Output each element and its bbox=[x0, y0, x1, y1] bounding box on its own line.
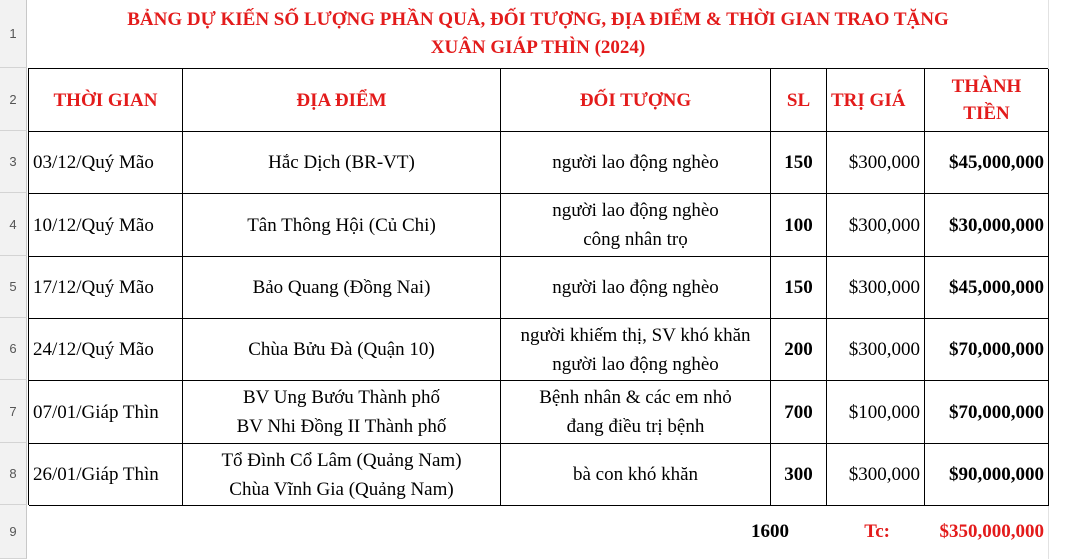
row-header[interactable]: 3 bbox=[0, 131, 27, 193]
row-header[interactable]: 9 bbox=[0, 505, 27, 559]
cell-place-line-1: Bảo Quang (Đồng Nai) bbox=[252, 277, 431, 298]
header-value[interactable]: TRỊ GIÁ bbox=[827, 69, 925, 132]
header-place[interactable]: ĐỊA ĐIỂM bbox=[183, 69, 501, 132]
cell-target-line-1: bà con khó khăn bbox=[572, 464, 699, 485]
header-total-line-1: THÀNH bbox=[951, 76, 1022, 97]
cell-target[interactable] bbox=[501, 319, 771, 381]
cell-total[interactable]: $70,000,000 bbox=[925, 381, 1049, 444]
cell-target-line-1: người lao động nghèo bbox=[552, 200, 719, 221]
cell-target[interactable] bbox=[501, 257, 771, 319]
cell-total[interactable]: $45,000,000 bbox=[925, 132, 1049, 194]
cell-value[interactable]: $300,000 bbox=[827, 319, 925, 381]
cell-target[interactable] bbox=[501, 381, 771, 444]
title-line-2: XUÂN GIÁP THÌN (2024) bbox=[430, 37, 646, 58]
cell-qty[interactable]: 200 bbox=[771, 319, 827, 381]
cell-qty[interactable]: 150 bbox=[771, 257, 827, 319]
cell-place[interactable] bbox=[183, 194, 501, 257]
cell-total[interactable]: $70,000,000 bbox=[925, 319, 1049, 381]
cell-time[interactable]: 07/01/Giáp Thìn bbox=[29, 381, 183, 444]
cell-target-line-1: người lao động nghèo bbox=[552, 277, 719, 298]
row-header[interactable]: 2 bbox=[0, 68, 27, 131]
cell-total[interactable]: $90,000,000 bbox=[925, 444, 1049, 506]
cell-target-line-2: đang điều trị bệnh bbox=[566, 416, 705, 437]
cell-target[interactable] bbox=[501, 194, 771, 257]
cell-place[interactable] bbox=[183, 319, 501, 381]
cell-time[interactable]: 17/12/Quý Mão bbox=[29, 257, 183, 319]
cell-place[interactable] bbox=[183, 257, 501, 319]
footer-qty-total[interactable]: 1600 bbox=[751, 521, 789, 542]
cell-value[interactable]: $300,000 bbox=[827, 132, 925, 194]
cell-target[interactable] bbox=[501, 444, 771, 506]
cell-place-line-1: Hắc Dịch (BR-VT) bbox=[268, 152, 415, 173]
header-total-line-2: TIỀN bbox=[963, 103, 1010, 124]
cell-value[interactable]: $300,000 bbox=[827, 444, 925, 506]
cell-value[interactable]: $300,000 bbox=[827, 257, 925, 319]
cell-place-line-1: Tân Thông Hội (Củ Chi) bbox=[247, 214, 436, 236]
page-title bbox=[28, 0, 1048, 68]
cell-qty[interactable]: 150 bbox=[771, 132, 827, 194]
gift-table bbox=[28, 68, 1048, 505]
footer-label[interactable]: Tc: bbox=[864, 521, 890, 542]
header-target[interactable]: ĐỐI TƯỢNG bbox=[501, 69, 771, 132]
cell-qty[interactable]: 300 bbox=[771, 444, 827, 506]
cell-place-line-2: Chùa Vĩnh Gia (Quảng Nam) bbox=[229, 478, 454, 500]
header-time[interactable]: THỜI GIAN bbox=[29, 69, 183, 132]
row-header[interactable]: 6 bbox=[0, 318, 27, 380]
cell-qty[interactable]: 100 bbox=[771, 194, 827, 257]
row-header[interactable]: 5 bbox=[0, 256, 27, 318]
cell-qty[interactable]: 700 bbox=[771, 381, 827, 444]
cell-place-line-1: Tổ Đình Cổ Lâm (Quảng Nam) bbox=[221, 449, 462, 471]
cell-value[interactable]: $300,000 bbox=[827, 194, 925, 257]
cell-target-line-1: Bệnh nhân & các em nhỏ bbox=[539, 387, 732, 408]
cell-target-line-1: người khiếm thị, SV khó khăn bbox=[520, 324, 751, 346]
row-header[interactable]: 7 bbox=[0, 380, 27, 443]
cell-place-line-2: BV Nhi Đồng II Thành phố bbox=[236, 416, 447, 437]
header-qty[interactable]: SL bbox=[771, 69, 827, 132]
cell-target[interactable] bbox=[501, 132, 771, 194]
cell-value[interactable]: $100,000 bbox=[827, 381, 925, 444]
cell-target-line-2: công nhân trọ bbox=[583, 229, 688, 250]
header-total[interactable] bbox=[925, 69, 1049, 132]
cell-target-line-1: người lao động nghèo bbox=[552, 152, 719, 173]
row-header[interactable]: 1 bbox=[0, 0, 27, 68]
cell-place[interactable] bbox=[183, 381, 501, 444]
cell-target-line-2: người lao động nghèo bbox=[552, 353, 719, 375]
cell-total[interactable]: $45,000,000 bbox=[925, 257, 1049, 319]
footer-grand-total[interactable]: $350,000,000 bbox=[939, 521, 1044, 542]
cell-time[interactable]: 26/01/Giáp Thìn bbox=[29, 444, 183, 506]
cell-total[interactable]: $30,000,000 bbox=[925, 194, 1049, 257]
cell-time[interactable]: 03/12/Quý Mão bbox=[29, 132, 183, 194]
cell-place[interactable] bbox=[183, 132, 501, 194]
cell-place[interactable] bbox=[183, 444, 501, 506]
cell-time[interactable]: 10/12/Quý Mão bbox=[29, 194, 183, 257]
title-line-1: BẢNG DỰ KIẾN SỐ LƯỢNG PHẦN QUÀ, ĐỐI TƯỢNG, ĐỊA ĐIỂM & THỜI GIAN TRAO TẶNG bbox=[127, 9, 949, 30]
cell-time[interactable]: 24/12/Quý Mão bbox=[29, 319, 183, 381]
cell-place-line-1: BV Ung Bướu Thành phố bbox=[243, 387, 440, 408]
row-header[interactable]: 8 bbox=[0, 443, 27, 505]
row-header[interactable]: 4 bbox=[0, 193, 27, 256]
cell-place-line-1: Chùa Bửu Đà (Quận 10) bbox=[248, 339, 435, 360]
